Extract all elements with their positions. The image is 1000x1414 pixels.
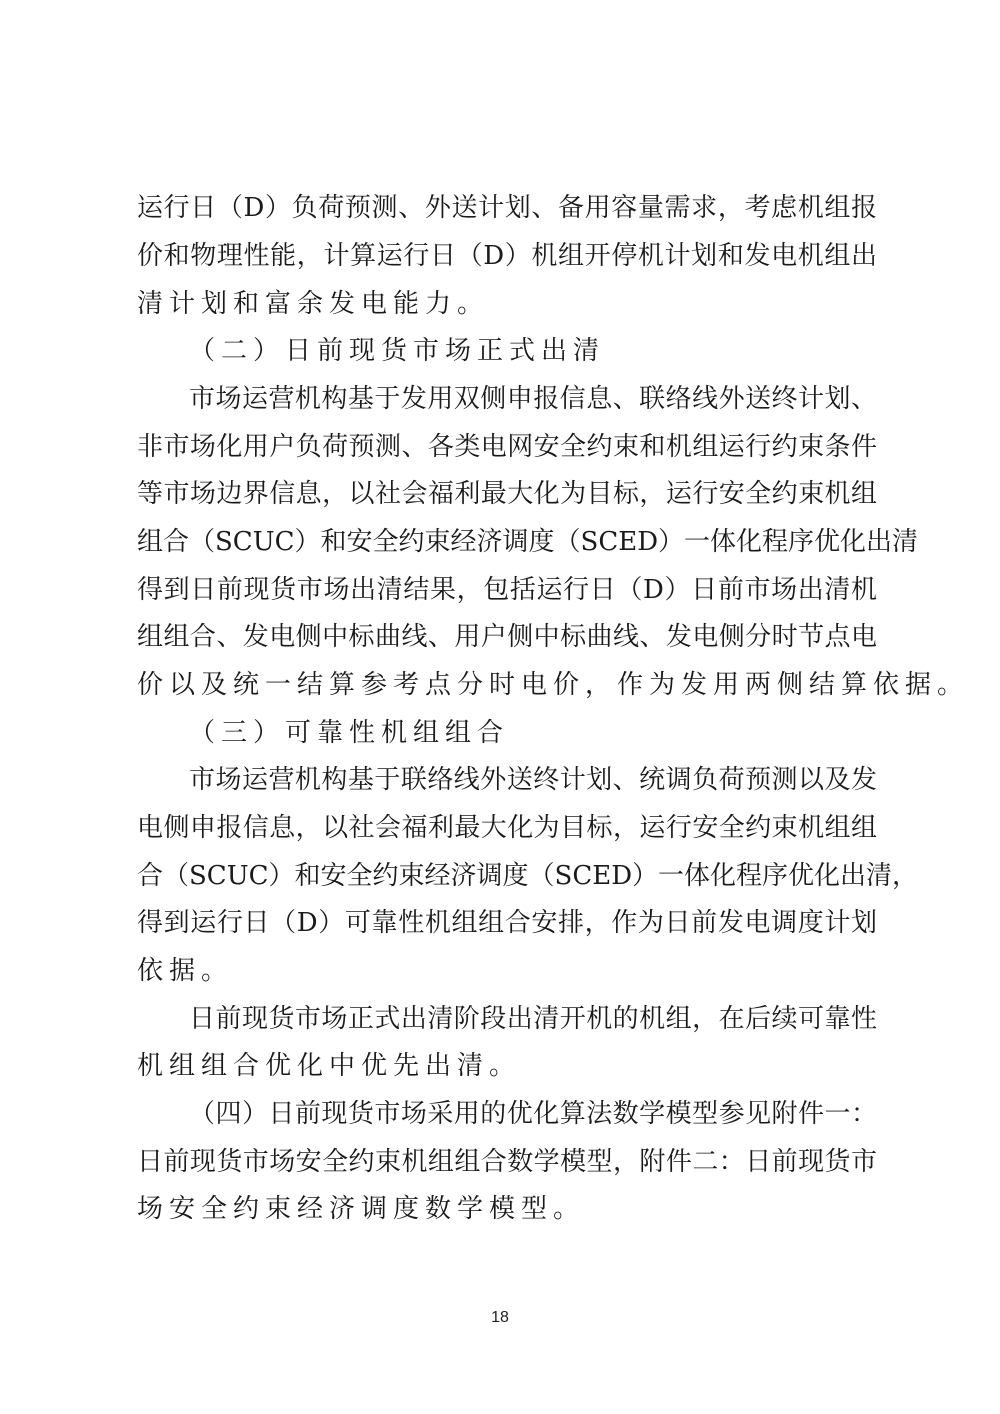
body-line: 日前现货市场正式出清阶段出清开机的机组，在后续可靠性	[189, 1004, 877, 1034]
body-line: 得到日前现货市场出清结果，包括运行日（D）日前市场出清机	[137, 575, 877, 605]
body-line: 合（SCUC）和安全约束经济调度（SCED）一体化程序优化出清，	[137, 861, 919, 891]
body-line: 运行日（D）负荷预测、外送计划、备用容量需求，考虑机组报	[137, 193, 877, 223]
body-line: 依据。	[137, 956, 234, 986]
body-line: 场安全约束经济调度数学模型。	[137, 1194, 586, 1224]
body-line: 机组组合优化中优先出清。	[137, 1051, 522, 1081]
page-number: 18	[491, 1309, 509, 1326]
body-line: 价以及统一结算参考点分时电价，作为发用两侧结算依据。	[137, 670, 970, 700]
section-heading-3: （三）可靠性机组组合	[189, 718, 510, 748]
body-line: 非市场化用户负荷预测、各类电网安全约束和机组运行约束条件	[137, 432, 877, 462]
body-line: 价和物理性能，计算运行日（D）机组开停机计划和发电机组出	[137, 241, 877, 271]
body-line: 组合（SCUC）和安全约束经济调度（SCED）一体化程序优化出清	[137, 527, 919, 557]
body-line: 组组合、发电侧中标曲线、用户侧中标曲线、发电侧分时节点电	[137, 622, 877, 652]
body-line: 电侧申报信息，以社会福利最大化为目标，运行安全约束机组组	[137, 813, 877, 843]
body-line: 日前现货市场安全约束机组组合数学模型，附件二：日前现货市	[137, 1147, 877, 1177]
body-line: 市场运营机构基于联络线外送终计划、统调负荷预测以及发	[189, 765, 877, 795]
section-heading-4: （四）日前现货市场采用的优化算法数学模型参见附件一：	[189, 1099, 877, 1129]
section-heading-2: （二）日前现货市场正式出清	[189, 336, 606, 366]
body-line: 得到运行日（D）可靠性机组组合安排，作为日前发电调度计划	[137, 908, 877, 938]
body-line: 市场运营机构基于发用双侧申报信息、联络线外送终计划、	[189, 384, 877, 414]
body-line: 等市场边界信息，以社会福利最大化为目标，运行安全约束机组	[137, 479, 877, 509]
body-line: 清计划和富余发电能力。	[137, 289, 490, 319]
